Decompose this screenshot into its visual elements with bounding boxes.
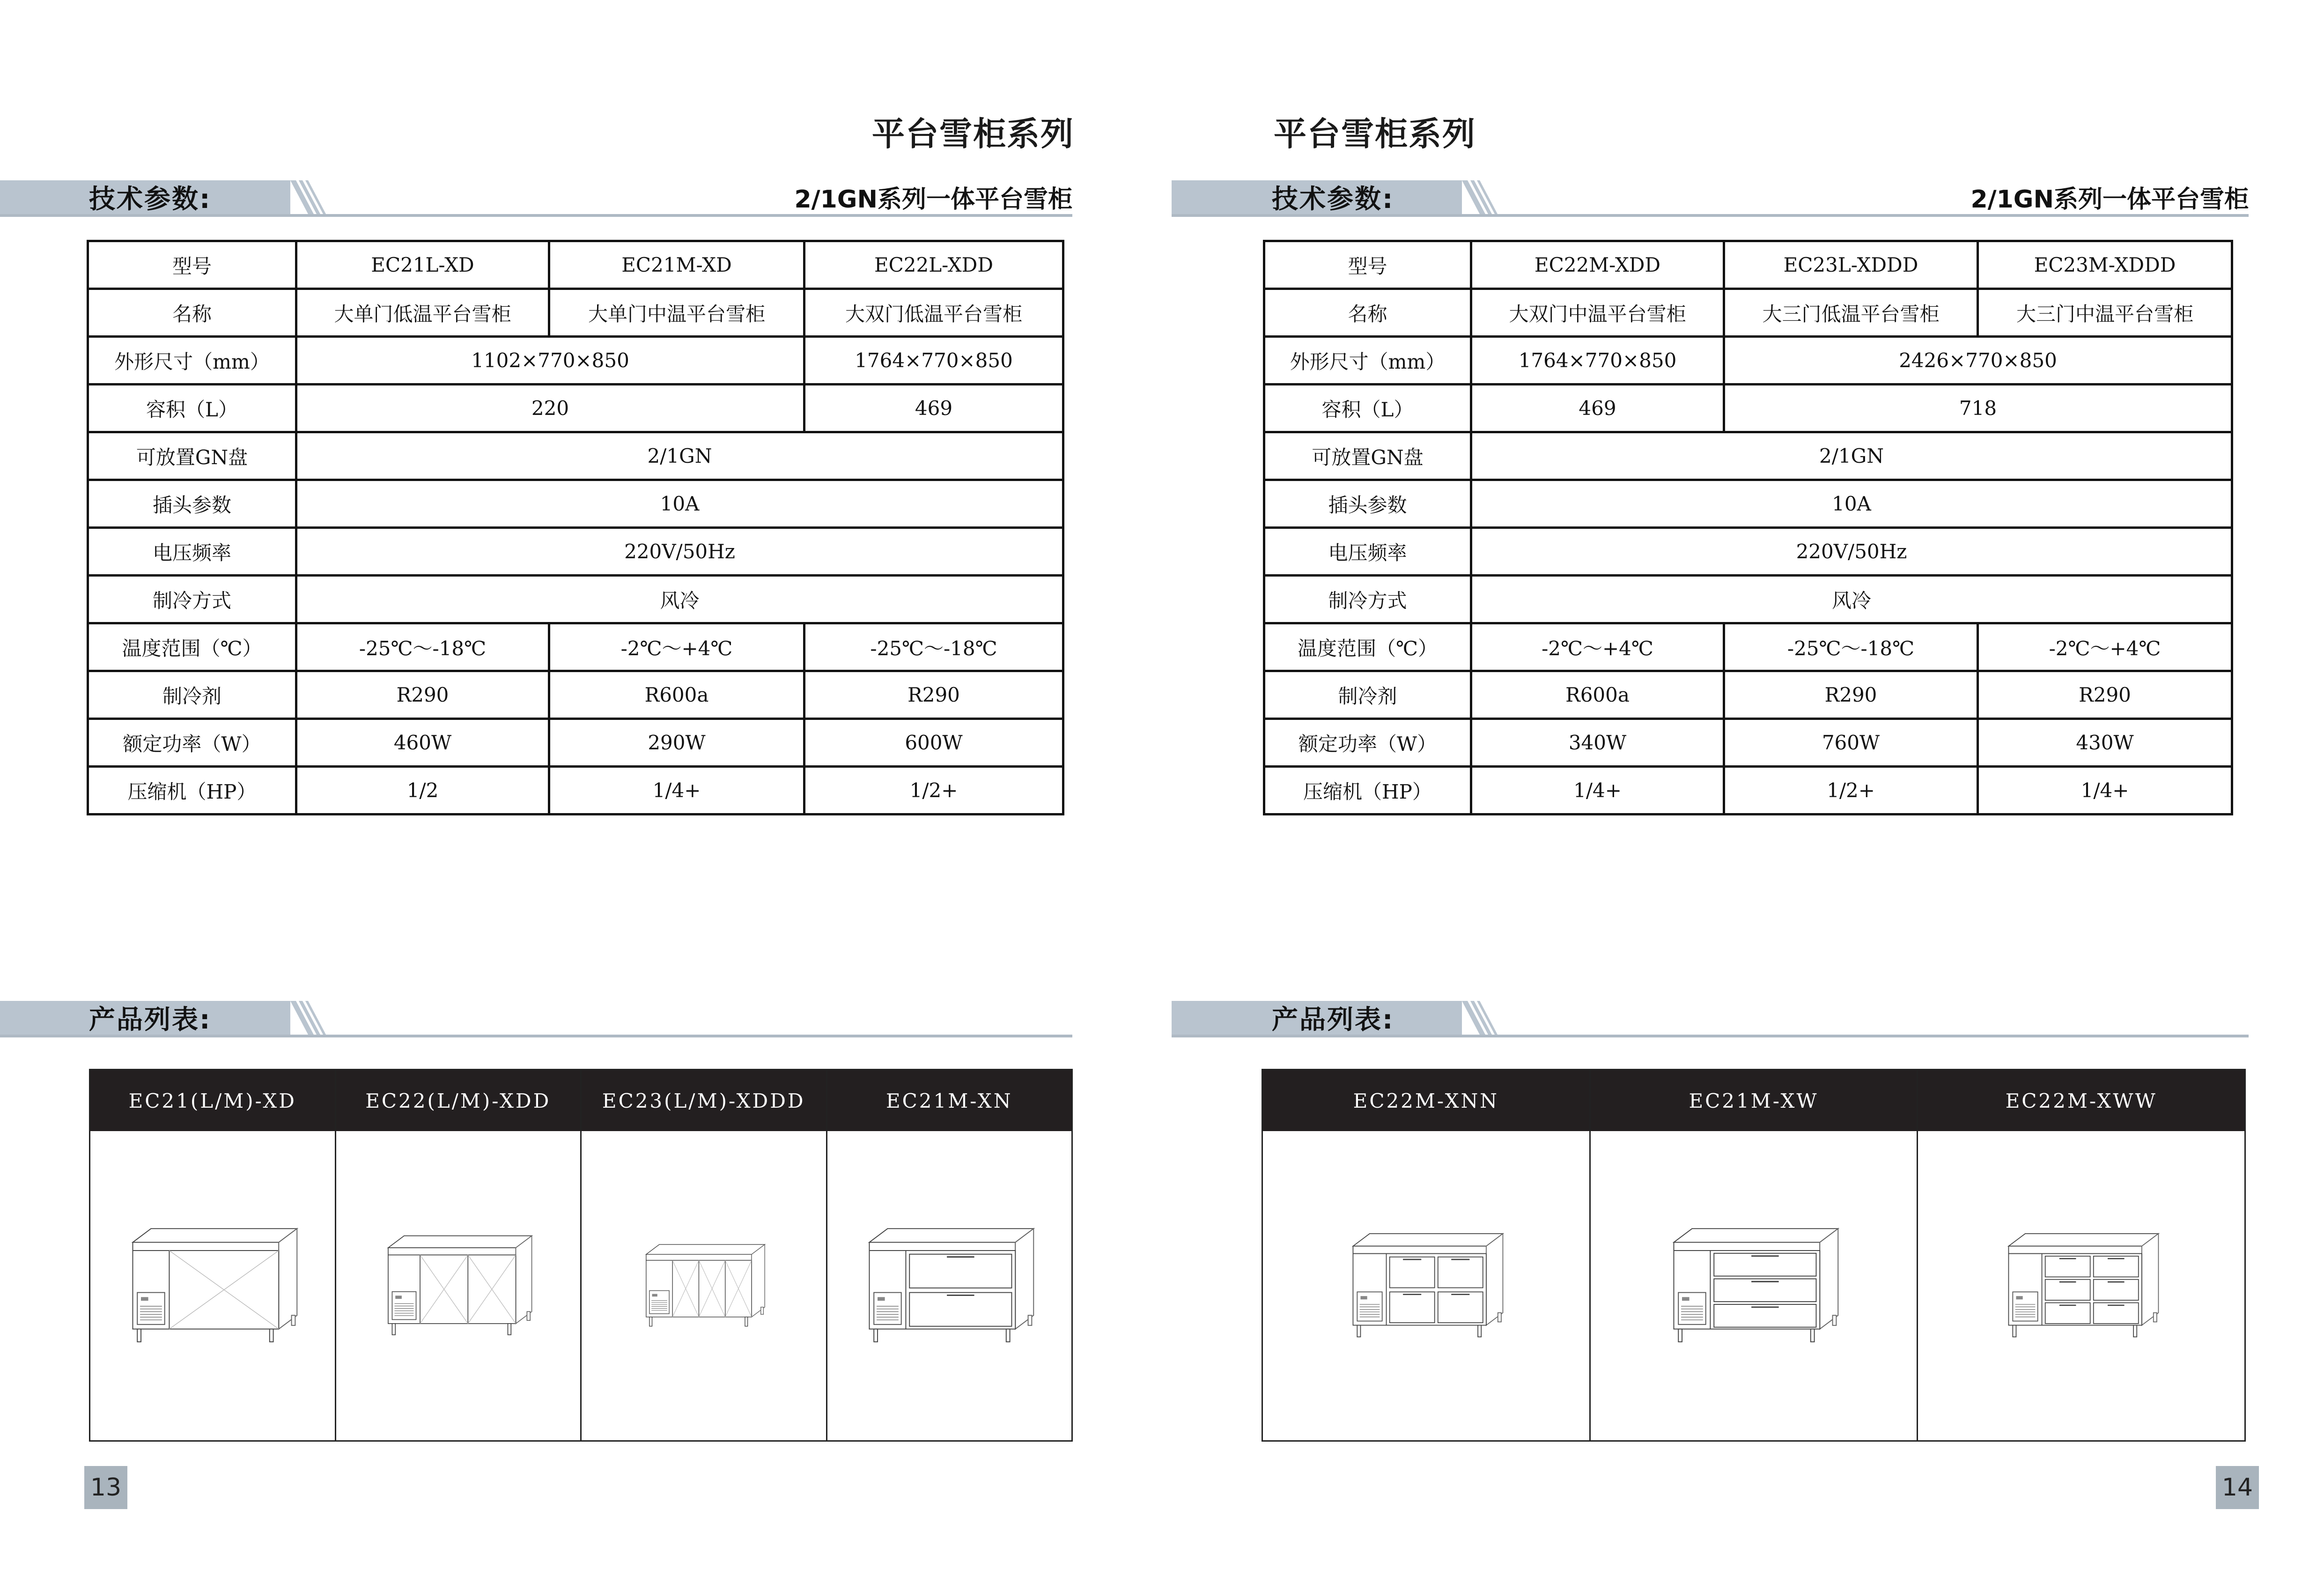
- row-name: [1264, 289, 2232, 337]
- cell-refrigerant: R290: [1978, 671, 2232, 719]
- cell-gn: 2/1GN: [1471, 432, 2232, 480]
- cell-size: 1102×770×850: [296, 337, 804, 385]
- row-cooling: [88, 576, 1063, 623]
- cell-temp: -25℃～-18℃: [296, 623, 549, 671]
- row-header: 额定功率（W）: [1264, 719, 1471, 767]
- cell-temp: -2℃～+4℃: [1978, 623, 2232, 671]
- product-image: [582, 1131, 826, 1440]
- cell-model: EC21M-XD: [549, 241, 804, 289]
- row-gn: [1264, 432, 2232, 480]
- tech-params-band: [1172, 180, 2249, 217]
- product-image: [336, 1131, 581, 1440]
- row-header: 温度范围（℃）: [1264, 623, 1471, 671]
- product-image: [827, 1131, 1072, 1440]
- product-card: [335, 1070, 581, 1440]
- page-number: 14: [2216, 1466, 2259, 1509]
- cell-volume: 718: [1724, 385, 2232, 432]
- cell-plug: 10A: [296, 480, 1063, 528]
- row-name: [88, 289, 1063, 337]
- product-card: [1917, 1070, 2244, 1440]
- cell-power: 430W: [1978, 719, 2232, 767]
- row-header: 制冷方式: [88, 576, 296, 623]
- row-compressor: [1264, 767, 2232, 814]
- row-cooling: [1264, 576, 2232, 623]
- row-header: 电压频率: [1264, 528, 1471, 576]
- tech-subtitle: 2/1GN系列一体平台雪柜: [794, 185, 1072, 214]
- row-model: [1264, 241, 2232, 289]
- product-name: EC21(L/M)-XD: [90, 1070, 335, 1131]
- product-image: [90, 1131, 335, 1440]
- product-card: [1589, 1070, 1917, 1440]
- row-volume: [88, 385, 1063, 432]
- cell-refrigerant: R600a: [1471, 671, 1724, 719]
- fridge-three-drawer-icon: [1665, 1218, 1843, 1354]
- row-header: 可放置GN盘: [1264, 432, 1471, 480]
- cell-power: 760W: [1724, 719, 1978, 767]
- row-header: 制冷方式: [1264, 576, 1471, 623]
- cell-model: EC22L-XDD: [804, 241, 1063, 289]
- row-header: 名称: [1264, 289, 1471, 337]
- row-header: 压缩机（HP）: [1264, 767, 1471, 814]
- cell-power: 290W: [549, 719, 804, 767]
- spec-table: [87, 240, 1064, 815]
- row-header: 插头参数: [88, 480, 296, 528]
- series-title: 平台雪柜系列: [1274, 115, 1476, 153]
- cell-compressor: 1/4+: [1471, 767, 1724, 814]
- tech-params-label: 技术参数:: [89, 184, 212, 215]
- cell-size: 2426×770×850: [1724, 337, 2232, 385]
- fridge-triple-door-icon: [596, 1241, 812, 1330]
- product-list-band: [1172, 1001, 2249, 1037]
- row-header: 名称: [88, 289, 296, 337]
- cell-temp: -2℃～+4℃: [1471, 623, 1724, 671]
- fridge-four-drawer-icon: [1323, 1229, 1529, 1342]
- cell-gn: 2/1GN: [296, 432, 1063, 480]
- product-image: [1591, 1131, 1917, 1440]
- cell-model: EC22M-XDD: [1471, 241, 1724, 289]
- row-size: [1264, 337, 2232, 385]
- row-header: 额定功率（W）: [88, 719, 296, 767]
- product-name: EC22M-XWW: [1918, 1070, 2244, 1131]
- row-compressor: [88, 767, 1063, 814]
- product-list-label: 产品列表:: [89, 1005, 212, 1035]
- cell-model: EC23M-XDDD: [1978, 241, 2232, 289]
- row-power: [1264, 719, 2232, 767]
- cell-size: 1764×770×850: [1471, 337, 1724, 385]
- product-name: EC21M-XW: [1591, 1070, 1917, 1131]
- cell-refrigerant: R600a: [549, 671, 804, 719]
- product-name: EC22M-XNN: [1263, 1070, 1589, 1131]
- cell-power: 340W: [1471, 719, 1724, 767]
- product-card: [826, 1070, 1072, 1440]
- cell-name: 大单门低温平台雪柜: [296, 289, 549, 337]
- fridge-single-door-icon: [124, 1220, 302, 1351]
- product-grid: [89, 1069, 1073, 1442]
- cell-name: 大三门低温平台雪柜: [1724, 289, 1978, 337]
- product-card: [1263, 1070, 1589, 1440]
- product-list-label: 产品列表:: [1272, 1005, 1394, 1035]
- cell-compressor: 1/4+: [1978, 767, 2232, 814]
- row-header: 容积（L）: [1264, 385, 1471, 432]
- band-stripes: [290, 180, 328, 217]
- fridge-two-drawer-icon: [860, 1220, 1038, 1351]
- cell-voltage: 220V/50Hz: [296, 528, 1063, 576]
- cell-refrigerant: R290: [1724, 671, 1978, 719]
- band-stripes: [1462, 1001, 1499, 1037]
- cell-volume: 469: [804, 385, 1063, 432]
- row-voltage: [88, 528, 1063, 576]
- spec-table: [1263, 240, 2233, 815]
- cell-power: 600W: [804, 719, 1063, 767]
- row-size: [88, 337, 1063, 385]
- product-name: EC22(L/M)-XDD: [336, 1070, 581, 1131]
- row-plug: [88, 480, 1063, 528]
- row-header: 压缩机（HP）: [88, 767, 296, 814]
- cell-model: EC21L-XD: [296, 241, 549, 289]
- row-header: 外形尺寸（mm）: [1264, 337, 1471, 385]
- band-stripes: [290, 1001, 328, 1037]
- series-title: 平台雪柜系列: [872, 115, 1074, 153]
- page-right: [1162, 0, 2324, 1577]
- row-model: [88, 241, 1063, 289]
- product-image: [1918, 1131, 2244, 1440]
- cell-power: 460W: [296, 719, 549, 767]
- cell-plug: 10A: [1471, 480, 2232, 528]
- row-header: 插头参数: [1264, 480, 1471, 528]
- cell-cooling: 风冷: [296, 576, 1063, 623]
- row-header: 制冷剂: [88, 671, 296, 719]
- row-header: 制冷剂: [1264, 671, 1471, 719]
- row-temp: [1264, 623, 2232, 671]
- row-header: 容积（L）: [88, 385, 296, 432]
- row-header: 型号: [1264, 241, 1471, 289]
- cell-size: 1764×770×850: [804, 337, 1063, 385]
- row-volume: [1264, 385, 2232, 432]
- cell-model: EC23L-XDDD: [1724, 241, 1978, 289]
- product-list-band: [0, 1001, 1072, 1037]
- row-power: [88, 719, 1063, 767]
- row-gn: [88, 432, 1063, 480]
- row-plug: [1264, 480, 2232, 528]
- cell-name: 大双门中温平台雪柜: [1471, 289, 1724, 337]
- row-refrigerant: [88, 671, 1063, 719]
- tech-params-label: 技术参数:: [1272, 184, 1394, 215]
- fridge-double-door-icon: [357, 1232, 559, 1340]
- band-stripes: [1462, 180, 1499, 217]
- row-header: 外形尺寸（mm）: [88, 337, 296, 385]
- row-temp: [88, 623, 1063, 671]
- cell-volume: 469: [1471, 385, 1724, 432]
- cell-temp: -25℃～-18℃: [1724, 623, 1978, 671]
- row-refrigerant: [1264, 671, 2232, 719]
- cell-compressor: 1/4+: [549, 767, 804, 814]
- cell-name: 大三门中温平台雪柜: [1978, 289, 2232, 337]
- cell-refrigerant: R290: [804, 671, 1063, 719]
- cell-volume: 220: [296, 385, 804, 432]
- row-header: 型号: [88, 241, 296, 289]
- product-card: [90, 1070, 335, 1440]
- cell-name: 大双门低温平台雪柜: [804, 289, 1063, 337]
- cell-refrigerant: R290: [296, 671, 549, 719]
- cell-voltage: 220V/50Hz: [1471, 528, 2232, 576]
- product-grid: [1262, 1069, 2246, 1442]
- cell-temp: -2℃～+4℃: [549, 623, 804, 671]
- cell-cooling: 风冷: [1471, 576, 2232, 623]
- cell-compressor: 1/2+: [804, 767, 1063, 814]
- product-image: [1263, 1131, 1589, 1440]
- page-number: 13: [84, 1466, 127, 1509]
- row-header: 温度范围（℃）: [88, 623, 296, 671]
- row-header: 电压频率: [88, 528, 296, 576]
- tech-params-band: [0, 180, 1072, 217]
- product-card: [580, 1070, 826, 1440]
- fridge-six-drawer-icon: [1978, 1229, 2184, 1342]
- cell-compressor: 1/2+: [1724, 767, 1978, 814]
- cell-temp: -25℃～-18℃: [804, 623, 1063, 671]
- row-voltage: [1264, 528, 2232, 576]
- product-name: EC21M-XN: [827, 1070, 1072, 1131]
- row-header: 可放置GN盘: [88, 432, 296, 480]
- cell-compressor: 1/2: [296, 767, 549, 814]
- cell-name: 大单门中温平台雪柜: [549, 289, 804, 337]
- tech-subtitle: 2/1GN系列一体平台雪柜: [1970, 185, 2249, 214]
- product-name: EC23(L/M)-XDDD: [582, 1070, 826, 1131]
